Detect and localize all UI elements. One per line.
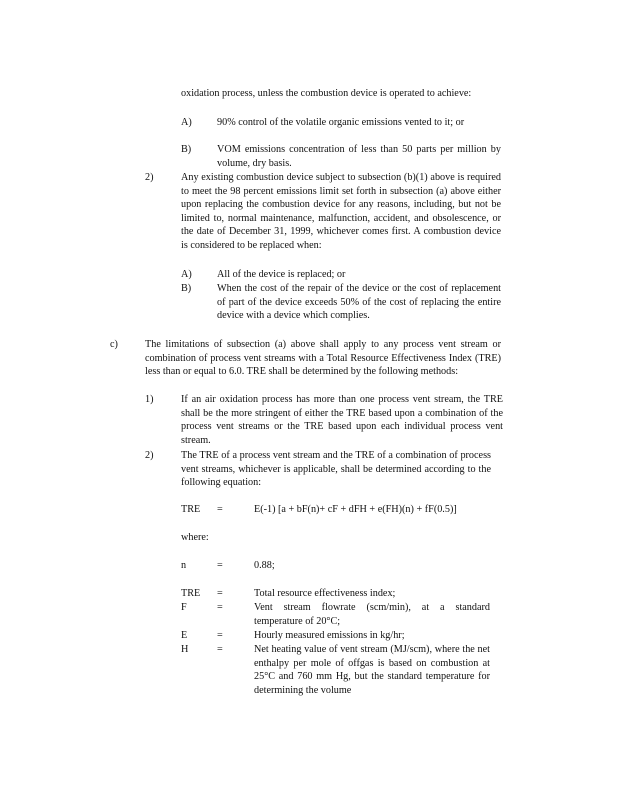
def-tre-desc: Total resource effectiveness index; (254, 588, 396, 599)
section-c-item-2-label: 2) (145, 450, 154, 461)
def-h-equals: = (217, 644, 223, 655)
def-e-equals: = (217, 630, 223, 641)
section-c-item-2-text: The TRE of a process vent stream and the TRE of a combination of process vent streams, whichever is applicable, shall be determined according to the following equation: (181, 450, 491, 489)
def-f-desc: Vent stream flowrate (scm/min), at a standard temperature of 20°C; (254, 602, 490, 627)
item-2-text: Any existing combustion device subject to subsection (b)(1) above is required to meet the 98 percent emissions limit set forth in subsection (a) above either upon replacing the combustion device for any reasons, including, but not be limited to, normal maintenance, malfunction, accident, and obsolescence, or the date of December 31, 1999, whichever comes first. A combustion device is considered to be replaced when: (181, 172, 501, 251)
item-2-label: 2) (145, 172, 154, 183)
intro-option-a-label: A) (181, 117, 192, 128)
item-2-option-b-text: When the cost of the repair of the device or the cost of replacement of part of the device exceeds 50% of the cost of replacing the entire device with a device which complies. (217, 283, 501, 322)
equation-equals: = (217, 504, 223, 515)
def-n-equals: = (217, 560, 223, 571)
def-h-desc: Net heating value of vent stream (MJ/scm), where the net enthalpy per mole of offgas is based on combustion at 25°C and 760 mm Hg, but the standard temperature for determining the volume (254, 644, 490, 696)
item-2-option-b-label: B) (181, 283, 192, 294)
equation-lhs: TRE (181, 504, 201, 515)
section-c-item-1-text: If an air oxidation process has more than one process vent stream, the TRE shall be the more stringent of either the TRE based upon a combination of the process vent streams or the TRE based upon each individual process vent stream. (181, 394, 503, 446)
intro-option-b-label: B) (181, 144, 192, 155)
section-c-text: The limitations of subsection (a) above shall apply to any process vent stream or combination of process vent streams with a Total Resource Effectiveness Index (TRE) less than or equal to 6.0. TRE shall be determined by the following methods: (145, 339, 501, 378)
item-2-option-a-label: A) (181, 269, 192, 280)
item-2-option-a-text: All of the device is replaced; or (217, 269, 346, 280)
def-f-term: F (181, 602, 187, 613)
def-tre-term: TRE (181, 588, 201, 599)
where-label: where: (181, 532, 209, 543)
intro-option-b-text: VOM emissions concentration of less than 50 parts per million by volume, dry basis. (217, 144, 501, 169)
def-e-term: E (181, 630, 188, 641)
def-h-term: H (181, 644, 189, 655)
def-tre-equals: = (217, 588, 223, 599)
equation-rhs: E(-1) [a + bF(n)+ cF + dFH + e(FH)(n) + fF(0.5)] (254, 504, 457, 515)
def-n-term: n (181, 560, 187, 571)
section-c-label: c) (110, 339, 118, 350)
intro-paragraph: oxidation process, unless the combustion device is operated to achieve: (181, 88, 472, 99)
section-c-item-1-label: 1) (145, 394, 154, 405)
def-n-desc: 0.88; (254, 560, 275, 571)
def-f-equals: = (217, 602, 223, 613)
intro-option-a-text: 90% control of the volatile organic emissions vented to it; or (217, 117, 465, 128)
def-e-desc: Hourly measured emissions in kg/hr; (254, 630, 405, 641)
